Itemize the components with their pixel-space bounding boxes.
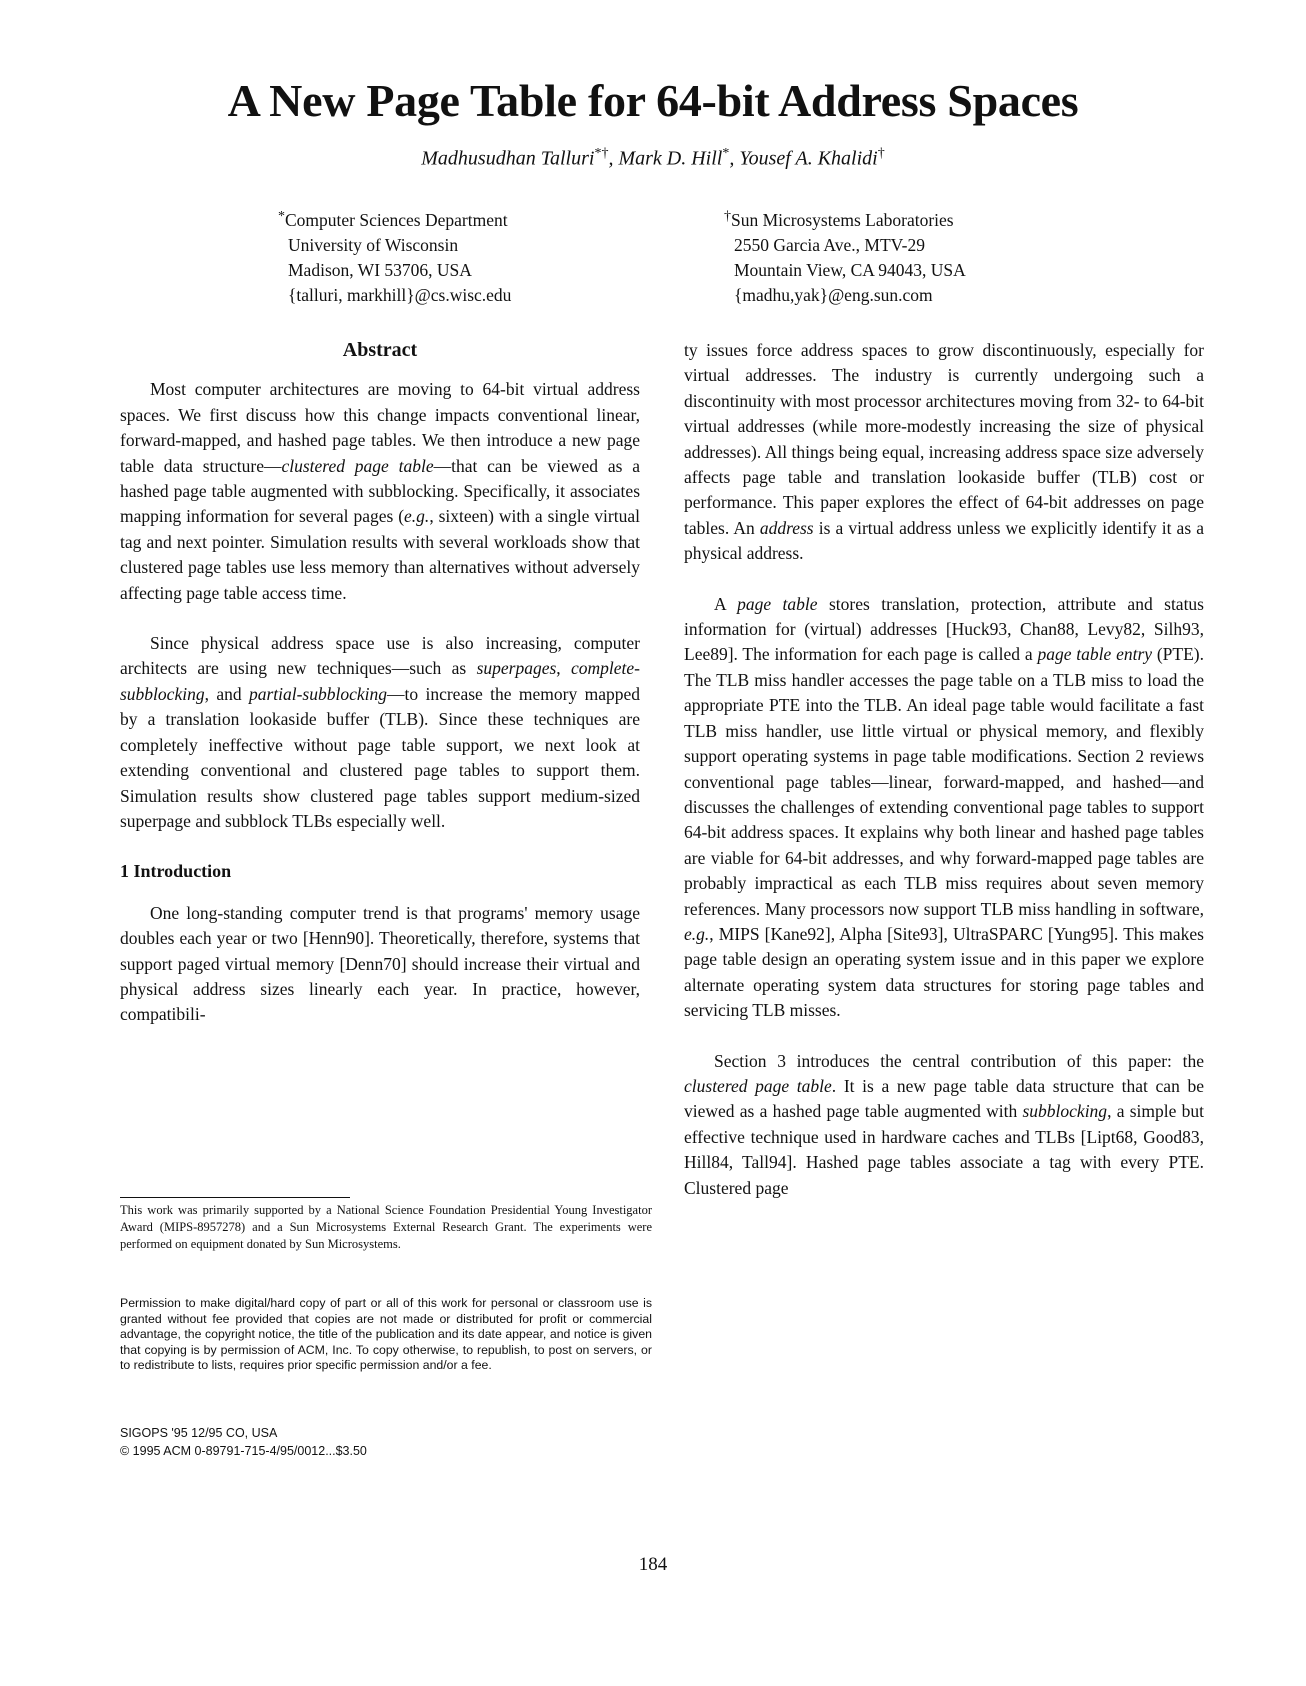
body-paragraph-continued bbox=[684, 338, 1204, 567]
text-run: , sixteen) with a single virtual tag and next pointer. Simulation results with several workloads show that clustered page tables use less memory than alternatives without adversely affecting page table access time. bbox=[120, 506, 640, 603]
footnote-rule bbox=[120, 1197, 350, 1198]
text-run: , bbox=[556, 658, 572, 679]
right-column bbox=[684, 338, 1204, 1226]
text-run: , MIPS [Kane92], Alpha [Site93], UltraSPARC [Yung95]. This makes page table design an operating system issue and in this paper we explore alternate operating system data structures for storing page tables and servicing TLB misses. bbox=[684, 923, 1204, 1021]
affiliation-line: University of Wisconsin bbox=[288, 235, 459, 255]
intro-paragraph-1: One long-standing computer trend is that programs' memory usage doubles each year or two [Henn90]. Theoretically, therefore, systems that support paged virtual memory [Denn70] should increase their virtual and physical address sizes linearly each year. In practice, however, compatibili- bbox=[120, 902, 640, 1025]
text-run: Most computer architectures are moving to 64-bit virtual address spaces. We first discuss how this change impacts conventional linear, forward-mapped, and hashed page tables. We then introduce a new page table data structure— bbox=[120, 379, 640, 476]
emphasis-text: complete-subblocking bbox=[120, 658, 641, 704]
emphasis-text: e.g. bbox=[684, 923, 710, 944]
text-run: A bbox=[714, 593, 738, 614]
left-column bbox=[120, 338, 640, 1053]
author-name: Mark D. Hill bbox=[618, 147, 723, 170]
author-marks: *† bbox=[594, 146, 609, 161]
emphasis-text: e.g. bbox=[404, 506, 430, 527]
affiliation-mark: † bbox=[724, 209, 731, 224]
abstract-paragraph-1 bbox=[120, 377, 640, 606]
text-run: is a virtual address unless we explicitly identify it as a physical address. bbox=[684, 517, 1204, 564]
affiliation-line: Sun Microsystems Laboratories bbox=[731, 210, 954, 230]
permission-notice: Permission to make digital/hard copy of part or all of this work for personal or classroom use is granted without fee provided that copies are not made or distributed for profit or commercial advantage, the copyright notice, the title of the publication and its date appear, and notice is given that copying is by permission of ACM, Inc. To copy otherwise, to republish, to post on servers, or to redistribute to lists, requires prior specific permission and/or a fee. bbox=[120, 1296, 652, 1373]
affiliation-line: Madison, WI 53706, USA bbox=[288, 260, 472, 280]
body-paragraph-section3 bbox=[684, 1049, 1204, 1201]
funding-footnote: This work was primarily supported by a National Science Foundation Presidential Young Investigator Award (MIPS-8957278) and a Sun Microsystems External Research Grant. The experiments were performed on equipment donated by Sun Microsystems. bbox=[120, 1203, 652, 1251]
author-list: Madhusudhan Talluri*†, Mark D. Hill*, Yousef A. Khalidi† bbox=[421, 146, 885, 170]
emphasis-text: address bbox=[759, 517, 814, 538]
affiliation-mark: * bbox=[278, 209, 285, 224]
paper-title: A New Page Table for 64-bit Address Spaces bbox=[227, 75, 1079, 126]
text-run: Section 3 introduces the central contribution of this paper: the bbox=[714, 1050, 1204, 1071]
conference-info bbox=[120, 1424, 652, 1460]
text-run: stores translation, protection, attribute and status information for (virtual) addresses [Huck93, Chan88, Levy82, Silh93, Lee89]. The information for each page is called a bbox=[684, 593, 1204, 665]
emphasis-text: page table bbox=[737, 593, 818, 614]
author-name: Madhusudhan Talluri bbox=[421, 147, 595, 170]
emphasis-text: clustered page table bbox=[684, 1075, 832, 1096]
author-marks: † bbox=[877, 146, 885, 161]
affiliation-sun bbox=[724, 208, 966, 308]
text-run: —to increase the memory mapped by a translation lookaside buffer (TLB). Since these techniques are completely ineffective without page table support, we next look at extending conventional and clustered page tables to support them. Simulation results show clustered page tables support medium-sized superpage and subblock TLBs especially well. bbox=[120, 683, 640, 831]
emphasis-text: partial-subblocking bbox=[248, 683, 387, 704]
emphasis-text: superpages bbox=[476, 658, 557, 679]
affiliation-email: {talluri, markhill}@cs.wisc.edu bbox=[288, 285, 512, 305]
abstract-paragraph-2 bbox=[120, 631, 640, 834]
author-marks: * bbox=[722, 146, 730, 161]
emphasis-text: clustered page table bbox=[281, 455, 434, 476]
text-run: . It is a new page table data structure that can be viewed as a hashed page table augmented with bbox=[684, 1075, 1204, 1122]
section-heading-introduction: 1 Introduction bbox=[120, 861, 232, 882]
text-run: ty issues force address spaces to grow discontinuously, especially for virtual addresses. The industry is currently undergoing such a discontinuity with most processor architectures moving from 32- to 64-bit virtual addresses (while more-modestly increasing the size of physical addresses). All things being equal, increasing address space size adversely affects page table and translation lookaside buffer (TLB) cost or performance. This paper explores the effect of 64-bit addresses on page tables. An bbox=[684, 340, 1204, 538]
page-number: 184 bbox=[638, 1554, 668, 1575]
author-name: Yousef A. Khalidi bbox=[739, 147, 878, 170]
text-run: Since physical address space use is also increasing, computer architects are using new techniques—such as bbox=[120, 633, 640, 679]
affiliation-line: Mountain View, CA 94043, USA bbox=[734, 260, 966, 280]
emphasis-text: page table entry bbox=[1037, 644, 1153, 665]
affiliation-wisconsin bbox=[278, 208, 511, 308]
text-run: (PTE). The TLB miss handler accesses the page table on a TLB miss to load the appropriate PTE into the TLB. An ideal page table would facilitate a fast TLB miss handler, use little virtual or physical memory, and flexibly support operating systems in page table modifications. Section 2 reviews conventional page tables—linear, forward-mapped, and hashed—and discusses the challenges of extending conventional page tables to support 64-bit address spaces. It explains why both linear and hashed page tables are viable for 64-bit addresses, and why forward-mapped page tables are probably impractical as each TLB miss requires about seven memory references. Many processors now support TLB miss handling in software, bbox=[684, 644, 1204, 919]
body-paragraph-page-table bbox=[684, 592, 1204, 1024]
abstract-heading: Abstract bbox=[342, 339, 418, 361]
affiliation-line: Computer Sciences Department bbox=[285, 210, 508, 230]
text-run: , and bbox=[204, 683, 249, 704]
affiliation-email: {madhu,yak}@eng.sun.com bbox=[734, 285, 933, 305]
text-run: , a simple but effective technique used in hardware caches and TLBs [Lipt68, Good83, Hill84, Tall94]. Hashed page tables associate a tag with every PTE. Clustered page bbox=[684, 1101, 1205, 1198]
conference-line: SIGOPS '95 12/95 CO, USA bbox=[120, 1426, 278, 1440]
affiliation-line: 2550 Garcia Ave., MTV-29 bbox=[734, 235, 926, 255]
emphasis-text: subblocking bbox=[1022, 1101, 1108, 1122]
text-run: —that can be viewed as a hashed page table augmented with subblocking. Specifically, it associates mapping information for several pages ( bbox=[120, 455, 640, 527]
copyright-line: © 1995 ACM 0-89791-715-4/95/0012...$3.50 bbox=[120, 1444, 367, 1458]
